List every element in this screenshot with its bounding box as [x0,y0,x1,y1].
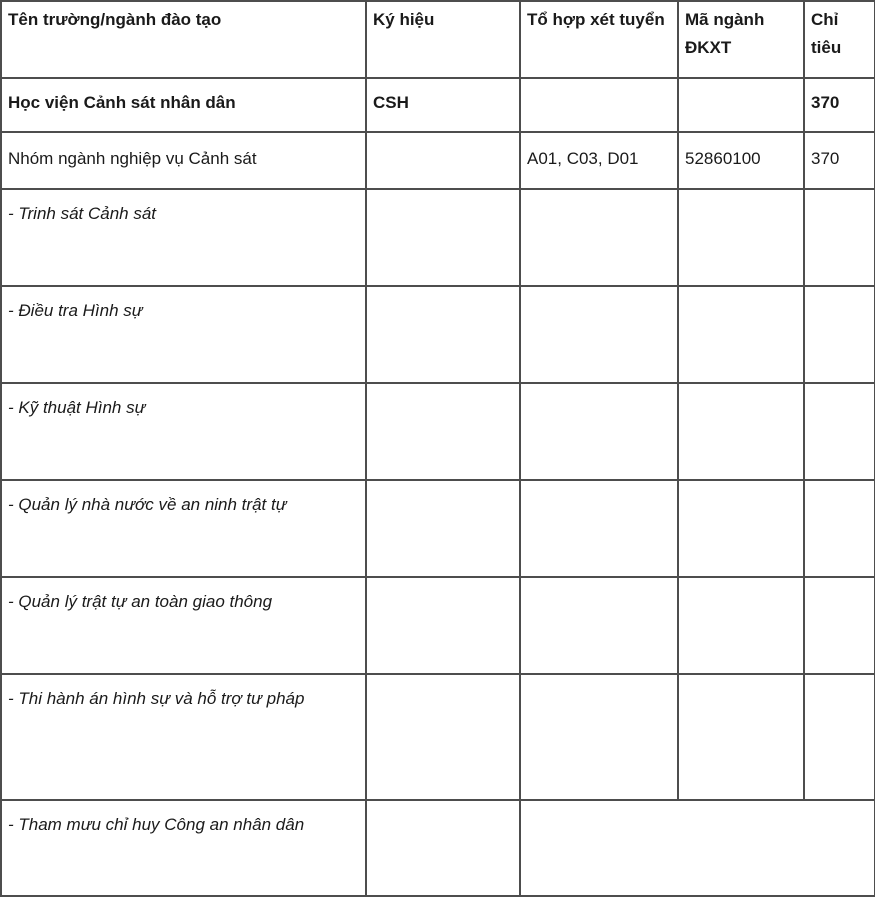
empty-cell [366,480,520,577]
table-row [1,480,875,577]
group-row [1,132,875,189]
empty-cell [520,383,678,480]
table-row [1,286,875,383]
table-row [1,674,875,800]
empty-cell [804,577,875,674]
school-code: CSH [366,78,520,132]
empty-cell [678,577,804,674]
major-name: - Trinh sát Cảnh sát [1,189,366,286]
header-quota: Chỉ tiêu [804,1,875,78]
empty-cell [804,189,875,286]
school-quota: 370 [804,78,875,132]
major-name: - Kỹ thuật Hình sự [1,383,366,480]
empty-cell [366,800,520,896]
empty-cell [678,480,804,577]
header-major-code: Mã ngành ĐKXT [678,1,804,78]
empty-cell [366,383,520,480]
table-row [1,577,875,674]
group-code [366,132,520,189]
school-major-code [678,78,804,132]
empty-cell [678,189,804,286]
empty-cell [520,577,678,674]
group-quota: 370 [804,132,875,189]
empty-cell [366,674,520,800]
empty-cell [804,480,875,577]
header-code: Ký hiệu [366,1,520,78]
group-major-code: 52860100 [678,132,804,189]
major-name: - Quản lý trật tự an toàn giao thông [1,577,366,674]
empty-cell [520,674,678,800]
empty-cell [804,383,875,480]
empty-cell [804,286,875,383]
header-name: Tên trường/ngành đào tạo [1,1,366,78]
empty-cell [678,383,804,480]
table-row [1,800,875,896]
table-row [1,189,875,286]
table-row [1,383,875,480]
empty-merged-cell [520,800,875,896]
school-name: Học viện Cảnh sát nhân dân [1,78,366,132]
major-name: - Tham mưu chỉ huy Công an nhân dân [1,800,366,896]
major-name: - Thi hành án hình sự và hỗ trợ tư pháp [1,674,366,800]
group-combination: A01, C03, D01 [520,132,678,189]
empty-cell [678,674,804,800]
header-row [1,1,875,78]
empty-cell [804,674,875,800]
school-combination [520,78,678,132]
school-row [1,78,875,132]
empty-cell [520,286,678,383]
header-combination: Tổ hợp xét tuyển [520,1,678,78]
empty-cell [366,286,520,383]
empty-cell [678,286,804,383]
major-name: - Điều tra Hình sự [1,286,366,383]
empty-cell [520,189,678,286]
group-name: Nhóm ngành nghiệp vụ Cảnh sát [1,132,366,189]
empty-cell [366,189,520,286]
empty-cell [520,480,678,577]
empty-cell [366,577,520,674]
major-name: - Quản lý nhà nước về an ninh trật tự [1,480,366,577]
